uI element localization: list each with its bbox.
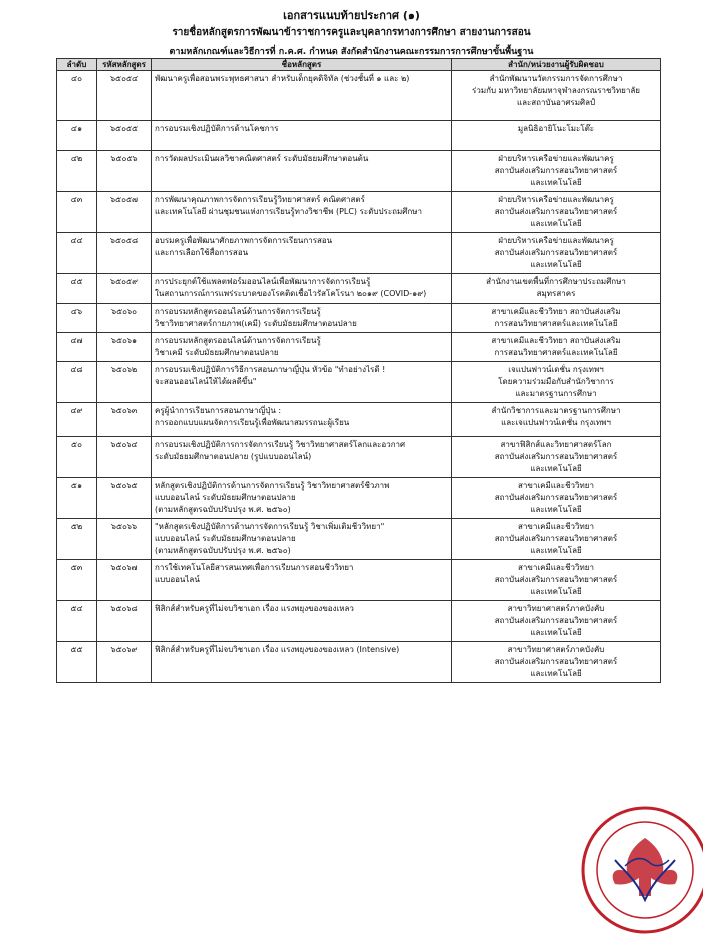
course-name-line: การอบรมเชิงปฏิบัติการการจัดการเรียนรู้ วิชาวิทยาศาสตร์โลกและอวกาศ [155,440,406,449]
course-name [152,560,452,601]
course-code: ๖๕๐๕๘ [97,233,152,274]
table-row [57,333,661,362]
course-code: ๖๕๐๕๕ [97,121,152,151]
responsible-agency-line: สำนักวิชาการและมาตรฐานการศึกษา [491,406,621,415]
row-number: ๕๒ [57,519,97,560]
responsible-agency-line: สาขาเคมีและชีววิทยา [518,563,594,572]
responsible-agency-line: และเทคโนโลยี [530,669,582,678]
course-name-line: (ตามหลักสูตรฉบับปรับปรุง พ.ศ. ๒๕๖๐) [155,505,291,514]
course-code: ๖๕๐๖๐ [97,304,152,333]
course-name [152,642,452,683]
document-title: เอกสารแนบท้ายประกาศ (๑) [283,9,420,22]
course-name-line: ระดับมัธยมศึกษาตอนปลาย (รูปแบบออนไลน์) [155,452,312,461]
row-number: ๔๔ [57,233,97,274]
table-row [57,233,661,274]
col-header-agency: สำนัก/หน่วยงานผู้รับผิดชอบ [452,59,661,71]
responsible-agency-line: เจแปนฟาวน์เดชั่น กรุงเทพฯ [508,365,604,374]
course-code: ๖๕๐๕๙ [97,274,152,304]
course-name [152,71,452,121]
course-name-line: อบรมครูเพื่อพัฒนาศักยภาพการจัดการเรียนการสอน [155,236,333,245]
responsible-agency-line: ฝ่ายบริหารเครือข่ายและพัฒนาครู [498,236,614,245]
responsible-agency [452,304,661,333]
garuda-seal-icon [575,800,703,940]
course-name [152,233,452,274]
row-number: ๕๕ [57,642,97,683]
course-name [152,304,452,333]
table-row [57,478,661,519]
responsible-agency [452,478,661,519]
course-name-line: (ตามหลักสูตรฉบับปรับปรุง พ.ศ. ๒๕๖๐) [155,546,291,555]
course-name-line: การพัฒนาคุณภาพการจัดการเรียนรู้วิทยาศาสตร์ คณิตศาสตร์ [155,195,365,204]
responsible-agency-line: สถาบันส่งเสริมการสอนวิทยาศาสตร์ [494,493,618,502]
course-code: ๖๕๐๖๘ [97,601,152,642]
table-row [57,519,661,560]
course-name [152,478,452,519]
course-name [152,192,452,233]
course-code: ๖๕๐๕๔ [97,71,152,121]
course-name [152,403,452,437]
row-number: ๔๘ [57,362,97,403]
responsible-agency [452,121,661,151]
row-number: ๕๓ [57,560,97,601]
responsible-agency [452,642,661,683]
course-name-line: ฟิสิกส์สำหรับครูที่ไม่จบวิชาเอก เรื่อง แรงพยุงของของเหลว [155,604,354,613]
col-header-no: ลำดับ [57,59,97,71]
responsible-agency-line: สถาบันส่งเสริมการสอนวิทยาศาสตร์ [494,534,618,543]
course-name-line: การอบรมเชิงปฏิบัติการวิธีการสอนภาษาญี่ปุ่น หัวข้อ "ทำอย่างไรดี ! [155,365,386,374]
row-number: ๔๓ [57,192,97,233]
responsible-agency-line: สถาบันส่งเสริมการสอนวิทยาศาสตร์ [494,166,618,175]
course-name-line: การอบรมหลักสูตรออนไลน์ด้านการจัดการเรียนรู้ [155,307,321,316]
responsible-agency-line: และเทคโนโลยี [530,628,582,637]
responsible-agency-line: และเทคโนโลยี [530,178,582,187]
table-row [57,121,661,151]
course-code: ๖๕๐๖๒ [97,362,152,403]
responsible-agency [452,151,661,192]
course-name [152,274,452,304]
table-row [57,560,661,601]
row-number: ๔๖ [57,304,97,333]
responsible-agency-line: สถาบันส่งเสริมการสอนวิทยาศาสตร์ [494,452,618,461]
col-header-name: ชื่อหลักสูตร [152,59,452,71]
course-name-line: ในสถานการณ์การแพร่ระบาดของโรคติดเชื้อไวรัสโคโรนา ๒๐๑๙ (COVID-๑๙) [155,289,427,298]
table-row [57,403,661,437]
course-code: ๖๕๐๖๙ [97,642,152,683]
responsible-agency-line: และเจแปนฟาวน์เดชั่น กรุงเทพฯ [501,418,611,427]
responsible-agency-line: ฝ่ายบริหารเครือข่ายและพัฒนาครู [498,195,614,204]
course-name-line: การอบรมหลักสูตรออนไลน์ด้านการจัดการเรียนรู้ [155,336,321,345]
course-name [152,601,452,642]
responsible-agency-line: สมุทรสาคร [536,289,576,298]
document-subtitle: รายชื่อหลักสูตรการพัฒนาข้าราชการครูและบุคลากรทางการศึกษา สายงานการสอน [172,27,531,38]
row-number: ๕๔ [57,601,97,642]
responsible-agency [452,333,661,362]
course-name-line: แบบออนไลน์ ระดับมัธยมศึกษาตอนปลาย [155,493,296,502]
course-code: ๖๕๐๖๔ [97,437,152,478]
responsible-agency [452,601,661,642]
responsible-agency-line: และเทคโนโลยี [530,587,582,596]
table-row [57,642,661,683]
row-number: ๔๕ [57,274,97,304]
responsible-agency-line: สถาบันส่งเสริมการสอนวิทยาศาสตร์ [494,616,618,625]
responsible-agency-line: สาขาเคมีและชีววิทยา [518,522,594,531]
responsible-agency [452,403,661,437]
document-subtitle-2-text: ตามหลักเกณฑ์และวิธีการที่ ก.ค.ศ. กำหนด สังกัดสำนักงานคณะกรรมการการศึกษาขั้นพื้นฐาน [168,44,536,60]
course-code: ๖๕๐๖๑ [97,333,152,362]
course-name-line: หลักสูตรเชิงปฏิบัติการด้านการจัดการเรียนรู้ วิชาวิทยาศาสตร์ชีวภาพ [155,481,390,490]
responsible-agency [452,560,661,601]
course-name-line: พัฒนาครูเพื่อสอนพระพุทธศาสนา สำหรับเด็กยุคดิจิทัล (ช่วงชั้นที่ ๑ และ ๒) [155,74,410,83]
course-name-line: และการเลือกใช้สื่อการสอน [155,248,249,257]
responsible-agency-line: การสอนวิทยาศาสตร์และเทคโนโลยี [494,319,618,328]
table-row [57,601,661,642]
table-header-row [57,59,661,71]
course-name-line: วิชาเคมี ระดับมัธยมศึกษาตอนปลาย [155,348,279,357]
responsible-agency-line: สถาบันส่งเสริมการสอนวิทยาศาสตร์ [494,657,618,666]
table-row [57,304,661,333]
responsible-agency [452,192,661,233]
course-name-line: การออกแบบแผนจัดการเรียนรู้เพื่อพัฒนาสมรรถนะผู้เรียน [155,418,350,427]
responsible-agency-line: และเทคโนโลยี [530,546,582,555]
responsible-agency-line: สถาบันส่งเสริมการสอนวิทยาศาสตร์ [494,207,618,216]
course-table [56,58,661,683]
table-row [57,192,661,233]
course-code: ๖๕๐๖๓ [97,403,152,437]
row-number: ๔๑ [57,121,97,151]
responsible-agency-line: มูลนิธิอายิโนะโมะโต๊ะ [517,124,595,133]
table-row [57,151,661,192]
responsible-agency-line: ร่วมกับ มหาวิทยาลัยมหาจุฬาลงกรณราชวิทยาลัย [472,86,640,95]
responsible-agency-line: สาขาเคมีและชีววิทยา สถาบันส่งเสริม [491,336,621,345]
course-name-line: ครูผู้นำการเรียนการสอนภาษาญี่ปุ่น : [155,406,282,415]
course-name-line: การอบรมเชิงปฏิบัติการด้านโคชการ [155,124,279,133]
table-row [57,362,661,403]
course-name-line: แบบออนไลน์ ระดับมัธยมศึกษาตอนปลาย [155,534,296,543]
course-name-line: และเทคโนโลยี ผ่านชุมชนแห่งการเรียนรู้ทางวิชาชีพ (PLC) ระดับประถมศึกษา [155,207,422,216]
course-name-line: การใช้เทคโนโลยีสารสนเทศเพื่อการเรียนการสอนชีววิทยา [155,563,354,572]
course-name [152,519,452,560]
row-number: ๕๑ [57,478,97,519]
course-code: ๖๕๐๕๗ [97,192,152,233]
responsible-agency [452,519,661,560]
course-name [152,437,452,478]
col-header-code: รหัสหลักสูตร [97,59,152,71]
responsible-agency-line: โดยความร่วมมือกับสำนักวิชาการ [498,377,614,386]
responsible-agency-line: และเทคโนโลยี [530,464,582,473]
course-name [152,121,452,151]
responsible-agency [452,437,661,478]
responsible-agency-line: สาขาเคมีและชีววิทยา สถาบันส่งเสริม [491,307,621,316]
row-number: ๔๗ [57,333,97,362]
course-name-line: จะสอนออนไลน์ให้ได้ผลดีขึ้น" [155,377,257,386]
responsible-agency-line: สำนักพัฒนานวัตกรรมการจัดการศึกษา [489,74,623,83]
responsible-agency-line: สถาบันส่งเสริมการสอนวิทยาศาสตร์ [494,575,618,584]
responsible-agency-line: ฝ่ายบริหารเครือข่ายและพัฒนาครู [498,154,614,163]
course-name [152,151,452,192]
course-name-line: แบบออนไลน์ [155,575,200,584]
responsible-agency-line: การสอนวิทยาศาสตร์และเทคโนโลยี [494,348,618,357]
table-row [57,71,661,121]
course-code: ๖๕๐๖๗ [97,560,152,601]
course-name [152,362,452,403]
responsible-agency-line: สาขาเคมีและชีววิทยา [518,481,594,490]
responsible-agency-line: สำนักงานเขตพื้นที่การศึกษาประถมศึกษา [486,277,626,286]
row-number: ๔๐ [57,71,97,121]
responsible-agency-line: สาขาวิทยาศาสตร์ภาคบังคับ [507,645,605,654]
row-number: ๔๒ [57,151,97,192]
course-name-line: "หลักสูตรเชิงปฏิบัติการด้านการจัดการเรียนรู้ วิชาเพิ่มเติมชีววิทยา" [155,522,385,531]
responsible-agency-line: และสถาบันอาศรมศิลป์ [516,98,596,107]
table-row [57,274,661,304]
responsible-agency-line: และเทคโนโลยี [530,260,582,269]
responsible-agency-line: และเทคโนโลยี [530,219,582,228]
responsible-agency [452,71,661,121]
course-code: ๖๕๐๖๕ [97,478,152,519]
responsible-agency-line: สาขาวิทยาศาสตร์ภาคบังคับ [507,604,605,613]
course-code: ๖๕๐๖๖ [97,519,152,560]
responsible-agency [452,274,661,304]
table-row [57,437,661,478]
row-number: ๕๐ [57,437,97,478]
row-number: ๔๙ [57,403,97,437]
course-name-line: วิชาวิทยาศาสตร์กายภาพ(เคมี) ระดับมัธยมศึกษาตอนปลาย [155,319,357,328]
responsible-agency [452,362,661,403]
responsible-agency-line: สถาบันส่งเสริมการสอนวิทยาศาสตร์ [494,248,618,257]
course-name-line: การประยุกต์ใช้แพลตฟอร์มออนไลน์เพื่อพัฒนาการจัดการเรียนรู้ [155,277,371,286]
table-body [57,71,661,683]
course-name-line: การวัดผลประเมินผลวิชาคณิตศาสตร์ ระดับมัธยมศึกษาตอนต้น [155,154,369,163]
responsible-agency-line: และมาตรฐานการศึกษา [515,389,597,398]
responsible-agency-line: และเทคโนโลยี [530,505,582,514]
responsible-agency-line: สาขาฟิสิกส์และวิทยาศาสตร์โลก [500,440,612,449]
responsible-agency [452,233,661,274]
course-name-line: ฟิสิกส์สำหรับครูที่ไม่จบวิชาเอก เรื่อง แรงพยุงของของเหลว (Intensive) [155,645,400,654]
course-code: ๖๕๐๕๖ [97,151,152,192]
course-name [152,333,452,362]
